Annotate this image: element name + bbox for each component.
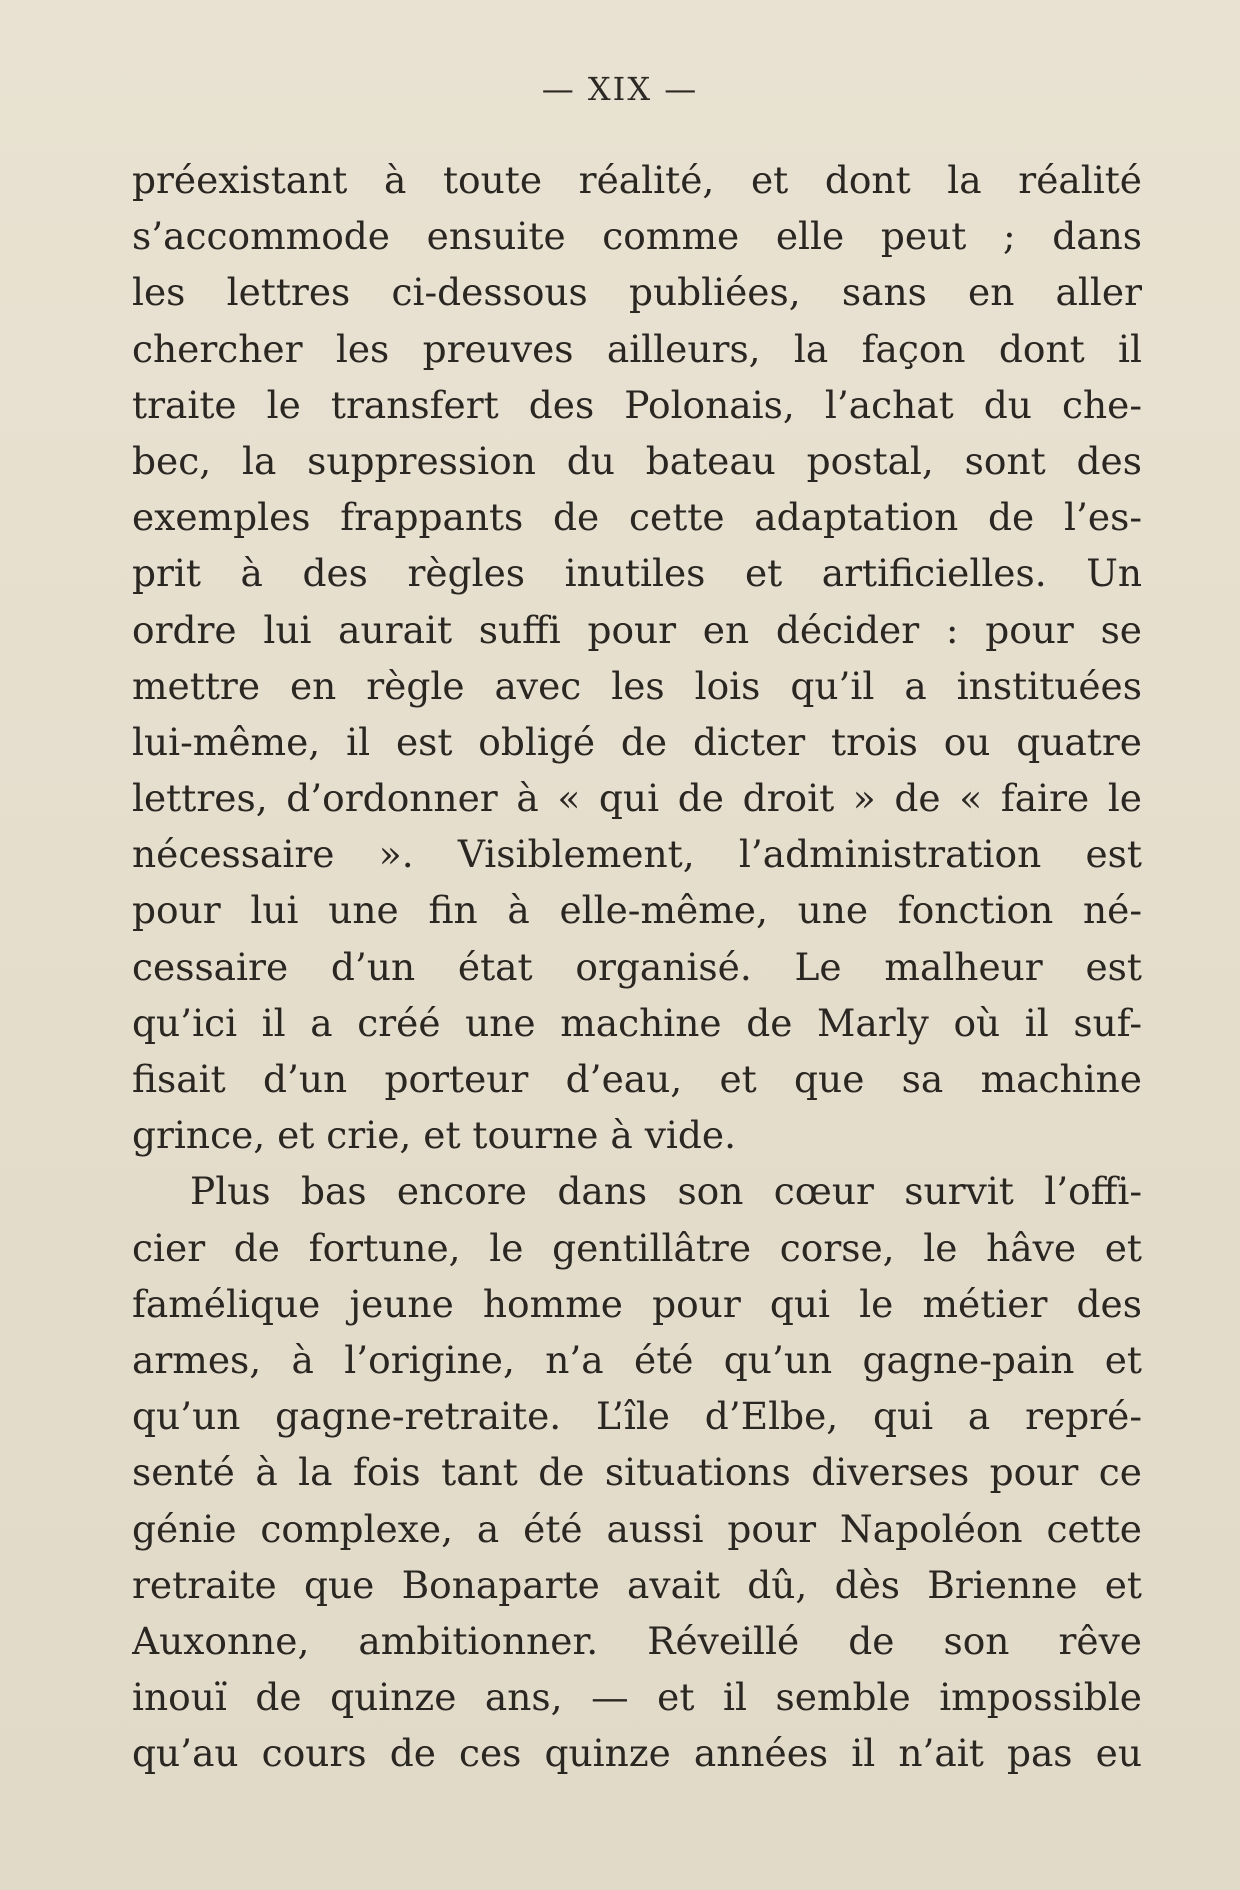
text-line: exemples frappants de cette adaptation de l’es-	[132, 495, 1142, 540]
text-line: qu’ici il a créé une machine de Marly où il suf-	[132, 1000, 1142, 1045]
text-line: grince, et crie, et tourne à vide.	[132, 1113, 736, 1158]
text-line: Auxonne, ambitionner. Réveillé de son rêve	[132, 1618, 1142, 1663]
text-line: lettres, d’ordonner à « qui de droit » de « faire le	[132, 776, 1142, 821]
body-text	[132, 152, 1142, 1781]
paragraph-2	[132, 1163, 1142, 1781]
text-line: bec, la suppression du bateau postal, sont des	[132, 438, 1142, 483]
text-line: armes, à l’origine, n’a été qu’un gagne-pain et	[132, 1337, 1142, 1382]
text-line: mettre en règle avec les lois qu’il a instituées	[132, 663, 1142, 708]
text-line: prit à des règles inutiles et artificielles. Un	[132, 551, 1142, 596]
text-line: fisait d’un porteur d’eau, et que sa machine	[132, 1057, 1142, 1101]
text-line: les lettres ci-dessous publiées, sans en aller	[132, 270, 1142, 315]
text-line: s’accommode ensuite comme elle peut ; dans	[132, 214, 1142, 259]
text-line: retraite que Bonaparte avait dû, dès Brienne et	[132, 1562, 1142, 1607]
text-line: qu’un gagne-retraite. L’île d’Elbe, qui a repré-	[132, 1394, 1142, 1439]
text-line: cier de fortune, le gentillâtre corse, le hâve et	[132, 1225, 1142, 1270]
paragraph-1	[132, 152, 1142, 1163]
text-line: traite le transfert des Polonais, l’achat du che-	[132, 382, 1142, 427]
text-line: nécessaire ». Visiblement, l’administration est	[132, 832, 1142, 877]
text-line: génie complexe, a été aussi pour Napoléon cette	[132, 1506, 1142, 1551]
text-line: cessaire d’un état organisé. Le malheur est	[132, 944, 1142, 989]
text-line: lui-même, il est obligé de dicter trois ou quatre	[132, 719, 1142, 764]
page-number: — XIX —	[541, 70, 699, 108]
text-line: ordre lui aurait suffi pour en décider : pour se	[132, 607, 1142, 652]
text-line: senté à la fois tant de situations diverses pour ce	[132, 1450, 1142, 1495]
text-line: inouï de quinze ans, — et il semble impossible	[132, 1675, 1142, 1720]
text-line: chercher les preuves ailleurs, la façon dont il	[132, 326, 1142, 371]
text-line: pour lui une fin à elle-même, une fonction né-	[132, 888, 1142, 933]
text-line: qu’au cours de ces quinze années il n’ait pas eu	[132, 1731, 1142, 1776]
text-line: Plus bas encore dans son cœur survit l’offi-	[190, 1169, 1142, 1214]
text-line: famélique jeune homme pour qui le métier des	[132, 1281, 1142, 1326]
text-line: préexistant à toute réalité, et dont la réalité	[132, 158, 1142, 202]
